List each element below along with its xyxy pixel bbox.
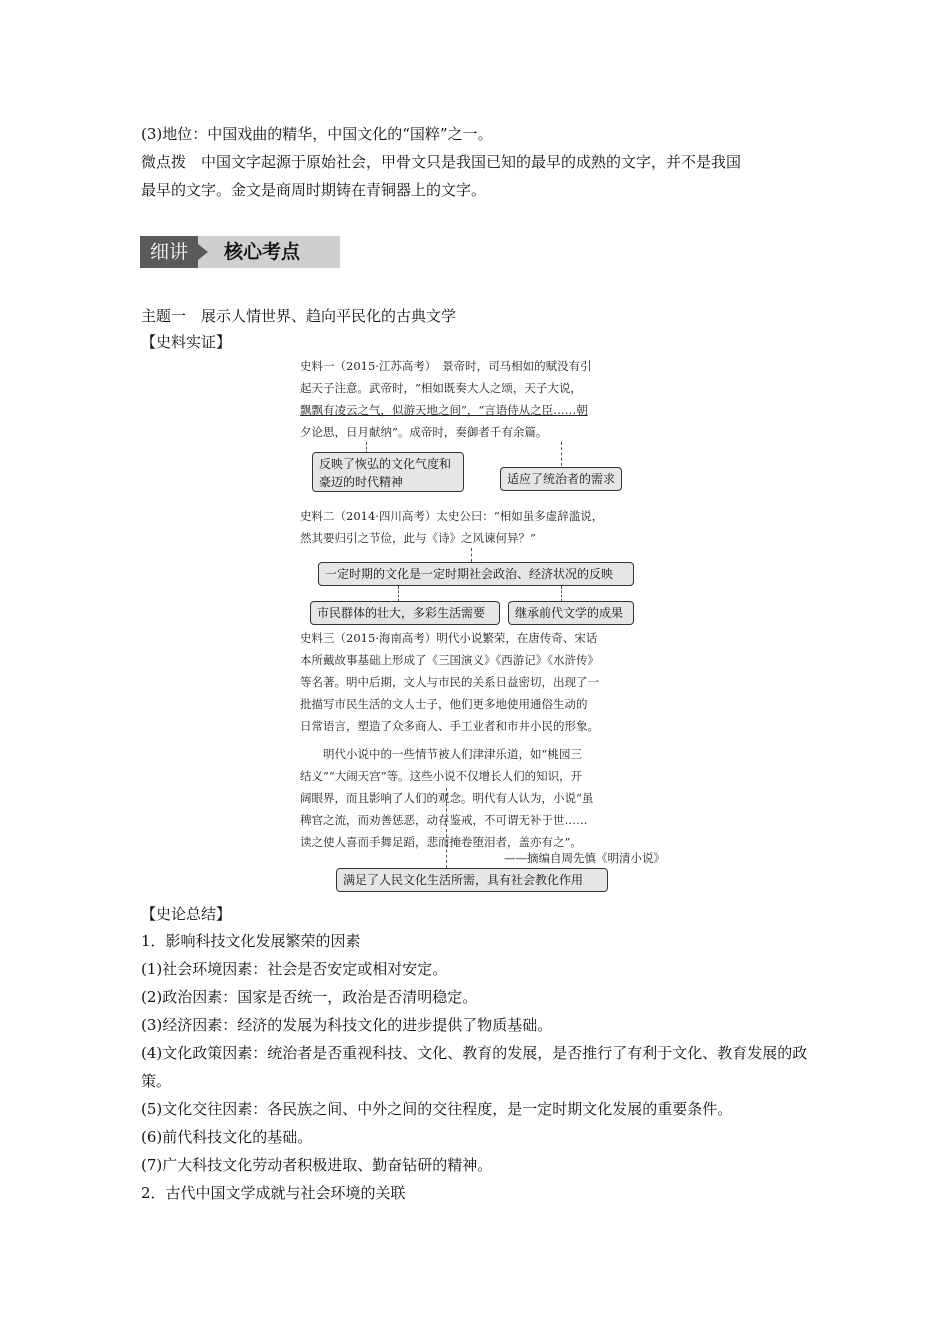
summary-item: (7)广大科技文化劳动者积极进取、勤奋钻研的精神。: [141, 1156, 493, 1174]
s3-line: 等名著。明中后期，文人与市民的关系日益密切，出现了一: [300, 675, 599, 689]
banner-arrow-icon: [198, 244, 208, 260]
s3-line: 明代小说中的一些情节被人们津津乐道，如“桃园三: [300, 747, 582, 761]
conclusion-box-social-role: 满足了人民文化生活所需，具有社会教化作用: [336, 868, 608, 892]
summary-item: (4)文化政策因素：统治者是否重视科技、文化、教育的发展，是否推行了有利于文化、教育发展的政策。: [141, 1044, 808, 1090]
evidence-figure: [296, 352, 665, 892]
connector-line: [561, 442, 562, 466]
section-banner: [140, 236, 340, 268]
summary-item: 2．古代中国文学成就与社会环境的关联: [141, 1184, 406, 1202]
s1-line: 起天子注意。武帝时，“相如既奏大人之颂，天子大说，: [300, 381, 582, 395]
intro-line-1: (3)地位：中国戏曲的精华，中国文化的“国粹”之一。: [141, 125, 493, 143]
summary-item: (3)经济因素：经济的发展为科技文化的进步提供了物质基础。: [141, 1016, 553, 1034]
source-citation: ——摘编自周先慎《明清小说》: [504, 851, 665, 865]
summary-item: (6)前代科技文化的基础。: [141, 1128, 313, 1146]
banner-tag: 细讲: [140, 236, 198, 268]
s3-line: 读之使人喜而手舞足蹈，悲而掩卷堕泪者，盖亦有之”。: [300, 835, 582, 849]
s2-line: 然其要归引之节俭，此与《诗》之风谏何异？”: [300, 531, 536, 545]
s1-line: 飘飘有凌云之气，似游天地之间”，“言语侍从之臣……朝: [300, 403, 588, 417]
connector-line: [471, 548, 472, 562]
conclusion-box-citizen-growth: 市民群体的壮大，多彩生活需要: [310, 601, 500, 625]
s3-line: 稗官之流，而劝善惩恶，动存鉴戒，不可谓无补于世……: [300, 813, 588, 827]
intro-line-3: 最早的文字。金文是商周时期铸在青铜器上的文字。: [141, 181, 487, 199]
summary-item: (5)文化交往因素：各民族之间、中外之间的交往程度，是一定时期文化发展的重要条件。: [141, 1100, 733, 1118]
section-heading-evidence: 【史料实证】: [141, 333, 232, 351]
conclusion-box-grand-spirit: 反映了恢弘的文化气度和豪迈的时代精神: [312, 452, 464, 492]
s3-line: 批描写市民生活的文人士子，他们更多地使用通俗生动的: [300, 697, 588, 711]
intro-line-2: 微点拨 中国文字起源于原始社会，甲骨文只是我国已知的最早的成熟的文字，并不是我国: [141, 153, 742, 171]
summary-item: 1．影响科技文化发展繁荣的因素: [141, 932, 361, 950]
s1-line: 史料一（2015·江苏高考） 景帝时，司马相如的赋没有引: [300, 359, 592, 373]
s3-line: 结义”“大闹天宫”等。这些小说不仅增长人们的知识，开: [300, 769, 583, 783]
conclusion-box-ruler-needs: 适应了统治者的需求: [500, 467, 622, 491]
conclusion-box-inherit: 继承前代文学的成果: [508, 601, 634, 625]
connector-line: [561, 586, 562, 602]
summary-item: (1)社会环境因素：社会是否安定或相对安定。: [141, 960, 448, 978]
theme-title: 主题一 展示人情世界、趋向平民化的古典文学: [141, 307, 457, 325]
s3-line: 史料三（2015·海南高考）明代小说繁荣，在唐传奇、宋话: [300, 631, 598, 645]
conclusion-box-culture-reflects: 一定时期的文化是一定时期社会政治、经济状况的反映: [318, 562, 634, 586]
s3-line: 本所戴故事基础上形成了《三国演义》《西游记》《水浒传》: [300, 653, 599, 667]
s2-line: 史料二（2014·四川高考）太史公曰：“相如虽多虚辞滥说，: [300, 509, 604, 523]
banner-title: 核心考点: [224, 241, 301, 263]
summary-item: (2)政治因素：国家是否统一，政治是否清明稳定。: [141, 988, 478, 1006]
s3-line: 日常语言，塑造了众多商人、手工业者和市井小民的形象。: [300, 719, 599, 733]
connector-line: [398, 586, 399, 602]
s3-line: 阔眼界，而且影响了人们的观念。明代有人认为，小说“虽: [300, 791, 594, 805]
section-heading-summary: 【史论总结】: [141, 905, 232, 923]
s1-line: 夕论思，日月献纳”。成帝时，奏御者千有余篇。: [300, 425, 548, 439]
connector-line: [446, 788, 447, 868]
